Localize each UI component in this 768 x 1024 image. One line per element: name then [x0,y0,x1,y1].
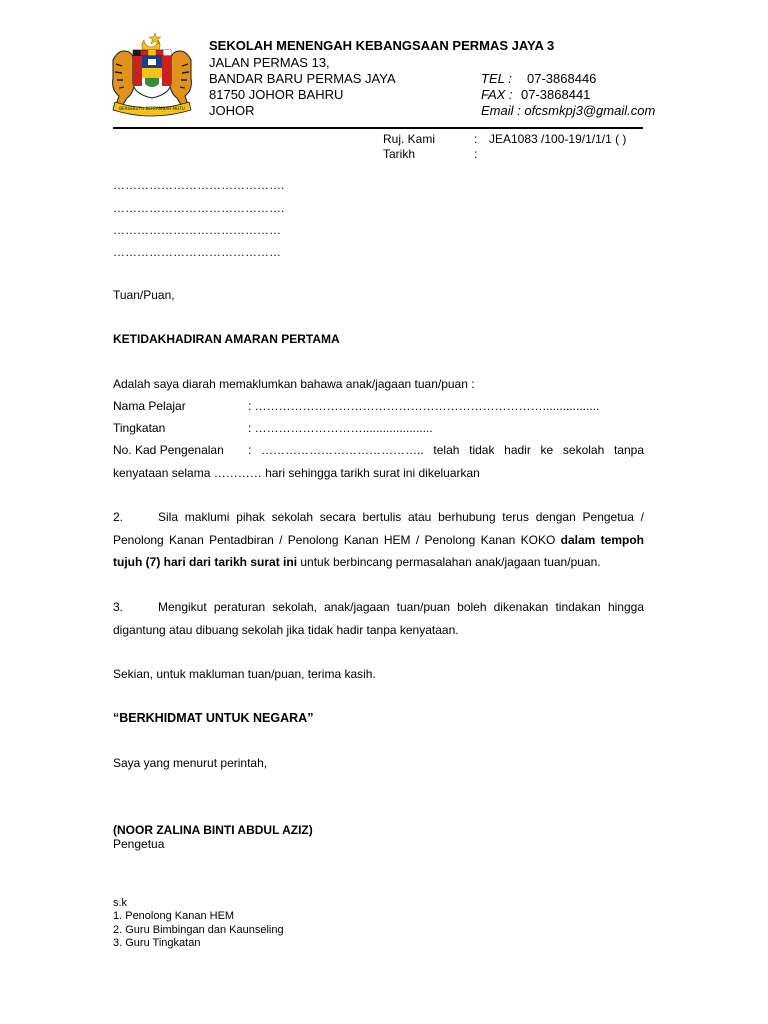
letter-subject: KETIDAKHADIRAN AMARAN PERTAMA [113,332,340,346]
address-line-1: JALAN PERMAS 13, [209,55,330,70]
cc-item: 1. Penolong Kanan HEM [113,910,235,922]
recipient-line: ……………………………………. [113,201,285,215]
recipient-line: …………………………………… [113,245,281,259]
paragraph-3-line-2: digantung atau dibuang sekolah jika tidak hadir tanpa kenyataan. [113,623,459,637]
absence-continuation: kenyataan selama ………… hari sehingga tarikh surat ini dikeluarkan [113,466,480,480]
closing-text: Sekian, untuk makluman tuan/puan, terima kasih. [113,667,376,681]
student-name-value: : ………………………………………………………………................. [248,399,600,413]
signatory-title: Pengetua [113,837,165,851]
address-line-2: BANDAR BARU PERMAS JAYA [209,71,396,86]
intro-text: Adalah saya diarah memaklumkan bahawa anak/jagaan tuan/puan : [113,377,475,391]
fax-label: FAX : [481,87,513,102]
coat-of-arms-logo [107,30,197,118]
student-name-label: Nama Pelajar [113,399,186,413]
paragraph-2-line-2: Penolong Kanan Pentadbiran / Penolong Kanan HEM / Penolong Kanan KOKO dalam tempoh [113,533,644,547]
ref-label: Ruj. Kami [383,132,436,146]
sign-off: Saya yang menurut perintah, [113,756,268,770]
letterhead-divider [113,127,643,129]
form-value: : ………………………..................... [248,421,433,435]
paragraph-2-line-3: tujuh (7) hari dari tarikh surat ini untuk berbincang permasalahan anak/jagaan tuan/puan. [113,555,601,569]
salutation: Tuan/Puan, [113,288,175,302]
paragraph-2-line-1: Sila maklumi pihak sekolah secara bertulis atau berhubung terus dengan Pengetua / [158,510,644,524]
paragraph-3-number: 3. [113,600,124,614]
date-label: Tarikh [383,147,416,161]
form-label: Tingkatan [113,421,166,435]
tel-label: TEL : [481,71,512,86]
email: Email : ofcsmkpj3@gmail.com [481,103,656,118]
cc-item: 3. Guru Tingkatan [113,937,201,949]
cc-label: s.k [113,897,128,909]
recipient-line: …………………………………… [113,223,281,237]
ic-number-value: : ………………………………….. telah tidak hadir ke sekolah tanpa [248,443,644,457]
recipient-line: ……………………………………. [113,178,285,192]
address-line-3: 81750 JOHOR BAHRU [209,87,344,102]
cc-item: 2. Guru Bimbingan dan Kaunseling [113,924,284,936]
crest-motto: BERSEKUTU BERTAMBAH MUTU [119,106,185,111]
paragraph-3-line-1: Mengikut peraturan sekolah, anak/jagaan tuan/puan boleh dikenakan tindakan hingga [158,600,644,614]
paragraph-2-number: 2. [113,510,124,524]
ref-colon: : [474,132,478,146]
ref-value: JEA1083 /100-19/1/1/1 ( ) [489,132,627,146]
tel-value: 07-3868446 [527,71,597,86]
school-name: SEKOLAH MENENGAH KEBANGSAAN PERMAS JAYA 3 [209,38,555,53]
address-line-4: JOHOR [209,103,255,118]
slogan: “BERKHIDMAT UNTUK NEGARA” [113,711,314,725]
signatory-name: (NOOR ZALINA BINTI ABDUL AZIZ) [113,823,313,837]
fax-value: 07-3868441 [521,87,591,102]
ic-number-label: No. Kad Pengenalan [113,443,224,457]
date-colon: : [474,147,478,161]
